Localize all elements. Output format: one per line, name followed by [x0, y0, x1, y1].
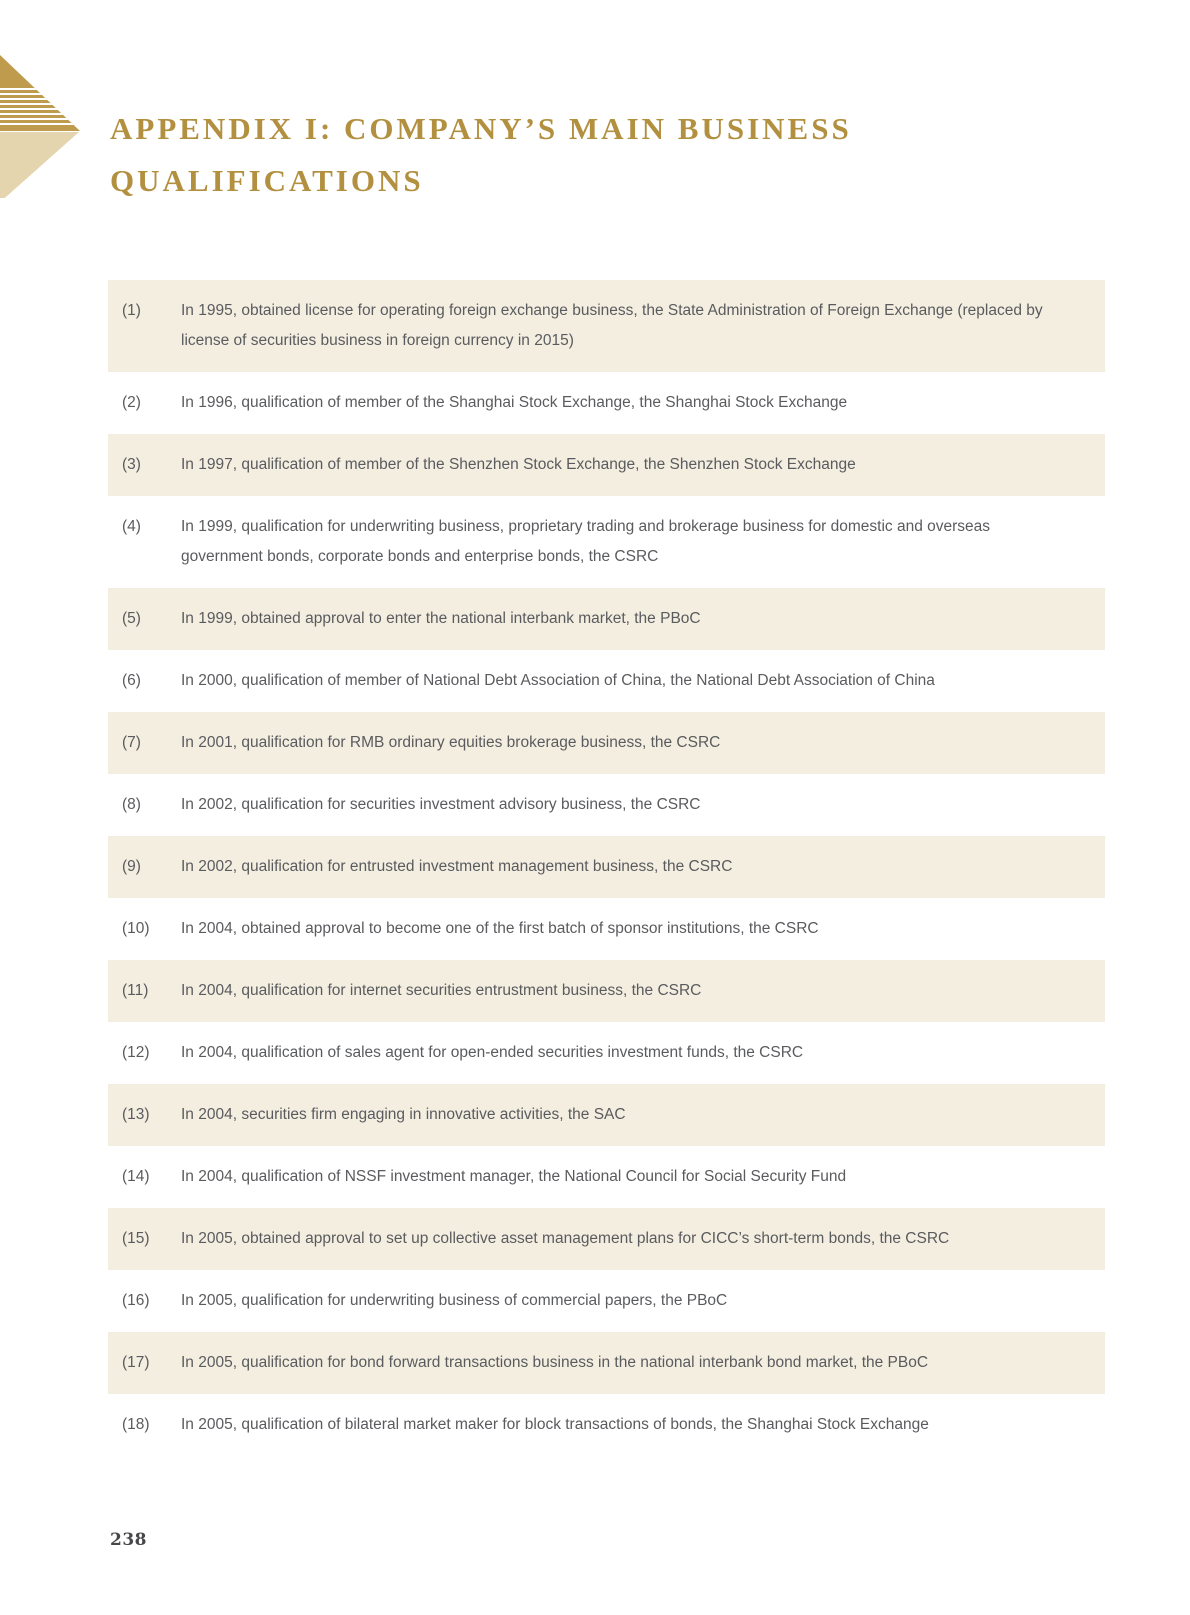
item-number: (6)	[122, 672, 141, 689]
page-number: 238	[110, 1530, 147, 1550]
item-text: In 2004, securities firm engaging in innovative activities, the SAC	[181, 1106, 626, 1123]
item-text: In 2004, qualification for internet securities entrustment business, the CSRC	[181, 982, 702, 999]
item-number: (18)	[122, 1416, 150, 1433]
item-number: (7)	[122, 734, 141, 751]
item-number: (5)	[122, 610, 141, 627]
item-text: In 1996, qualification of member of the Shanghai Stock Exchange, the Shanghai Stock Exchange	[181, 394, 848, 411]
list-item	[108, 712, 1105, 774]
list-item	[108, 1146, 1105, 1208]
list-item	[108, 588, 1105, 650]
item-number: (15)	[122, 1230, 150, 1247]
item-number: (14)	[122, 1168, 150, 1185]
item-number: (9)	[122, 858, 141, 875]
item-text: In 2005, qualification for underwriting business of commercial papers, the PBoC	[181, 1292, 728, 1309]
list-item	[108, 1208, 1105, 1270]
list-item	[108, 280, 1105, 372]
item-text: In 1999, qualification for underwriting business, proprietary trading and brokerage business for domestic and overseas government bonds, corporate bonds and enterprise bonds, the CSRC	[181, 518, 991, 565]
item-text: In 1995, obtained license for operating foreign exchange business, the State Administration of Foreign Exchange (replaced by license of securities business in foreign currency in 2015)	[181, 302, 1043, 349]
item-number: (8)	[122, 796, 141, 813]
list-item	[108, 434, 1105, 496]
corner-arrow-decoration	[0, 55, 80, 198]
list-item	[108, 1084, 1105, 1146]
list-item	[108, 1022, 1105, 1084]
page-title: APPENDIX I: COMPANY’S MAIN BUSINESS QUALIFICATIONS	[110, 110, 852, 198]
list-item	[108, 960, 1105, 1022]
list-item	[108, 496, 1105, 588]
arrow-striped-triangle	[0, 55, 80, 131]
item-text: In 2004, qualification of NSSF investment manager, the National Council for Social Security Fund	[181, 1168, 847, 1185]
item-number: (2)	[122, 394, 141, 411]
arrow-lower-triangle	[0, 132, 79, 198]
list-item	[108, 1332, 1105, 1394]
item-text: In 1997, qualification of member of the Shenzhen Stock Exchange, the Shenzhen Stock Exchange	[181, 456, 856, 473]
item-number: (4)	[122, 518, 141, 535]
list-item	[108, 1394, 1105, 1456]
item-number: (1)	[122, 302, 141, 319]
item-number: (16)	[122, 1292, 150, 1309]
item-text: In 1999, obtained approval to enter the national interbank market, the PBoC	[181, 610, 701, 627]
item-text: In 2002, qualification for securities investment advisory business, the CSRC	[181, 796, 701, 813]
list-item	[108, 898, 1105, 960]
item-text: In 2005, obtained approval to set up collective asset management plans for CICC’s short-term bonds, the CSRC	[181, 1230, 950, 1247]
item-text: In 2001, qualification for RMB ordinary equities brokerage business, the CSRC	[181, 734, 721, 751]
item-number: (17)	[122, 1354, 150, 1371]
item-number: (10)	[122, 920, 150, 937]
list-item	[108, 1270, 1105, 1332]
list-item	[108, 650, 1105, 712]
item-text: In 2002, qualification for entrusted investment management business, the CSRC	[181, 858, 733, 875]
list-item	[108, 774, 1105, 836]
item-number: (11)	[122, 982, 149, 999]
item-text: In 2000, qualification of member of National Debt Association of China, the National Debt Association of China	[181, 672, 935, 689]
qualifications-list	[108, 280, 1105, 1456]
item-number: (12)	[122, 1044, 150, 1061]
item-text: In 2004, obtained approval to become one of the first batch of sponsor institutions, the CSRC	[181, 920, 819, 937]
item-text: In 2005, qualification of bilateral market maker for block transactions of bonds, the Shanghai Stock Exchange	[181, 1416, 929, 1433]
item-text: In 2005, qualification for bond forward transactions business in the national interbank bond market, the PBoC	[181, 1354, 929, 1371]
item-text: In 2004, qualification of sales agent for open-ended securities investment funds, the CSRC	[181, 1044, 804, 1061]
item-number: (3)	[122, 456, 141, 473]
list-item	[108, 836, 1105, 898]
list-item	[108, 372, 1105, 434]
item-number: (13)	[122, 1106, 150, 1123]
